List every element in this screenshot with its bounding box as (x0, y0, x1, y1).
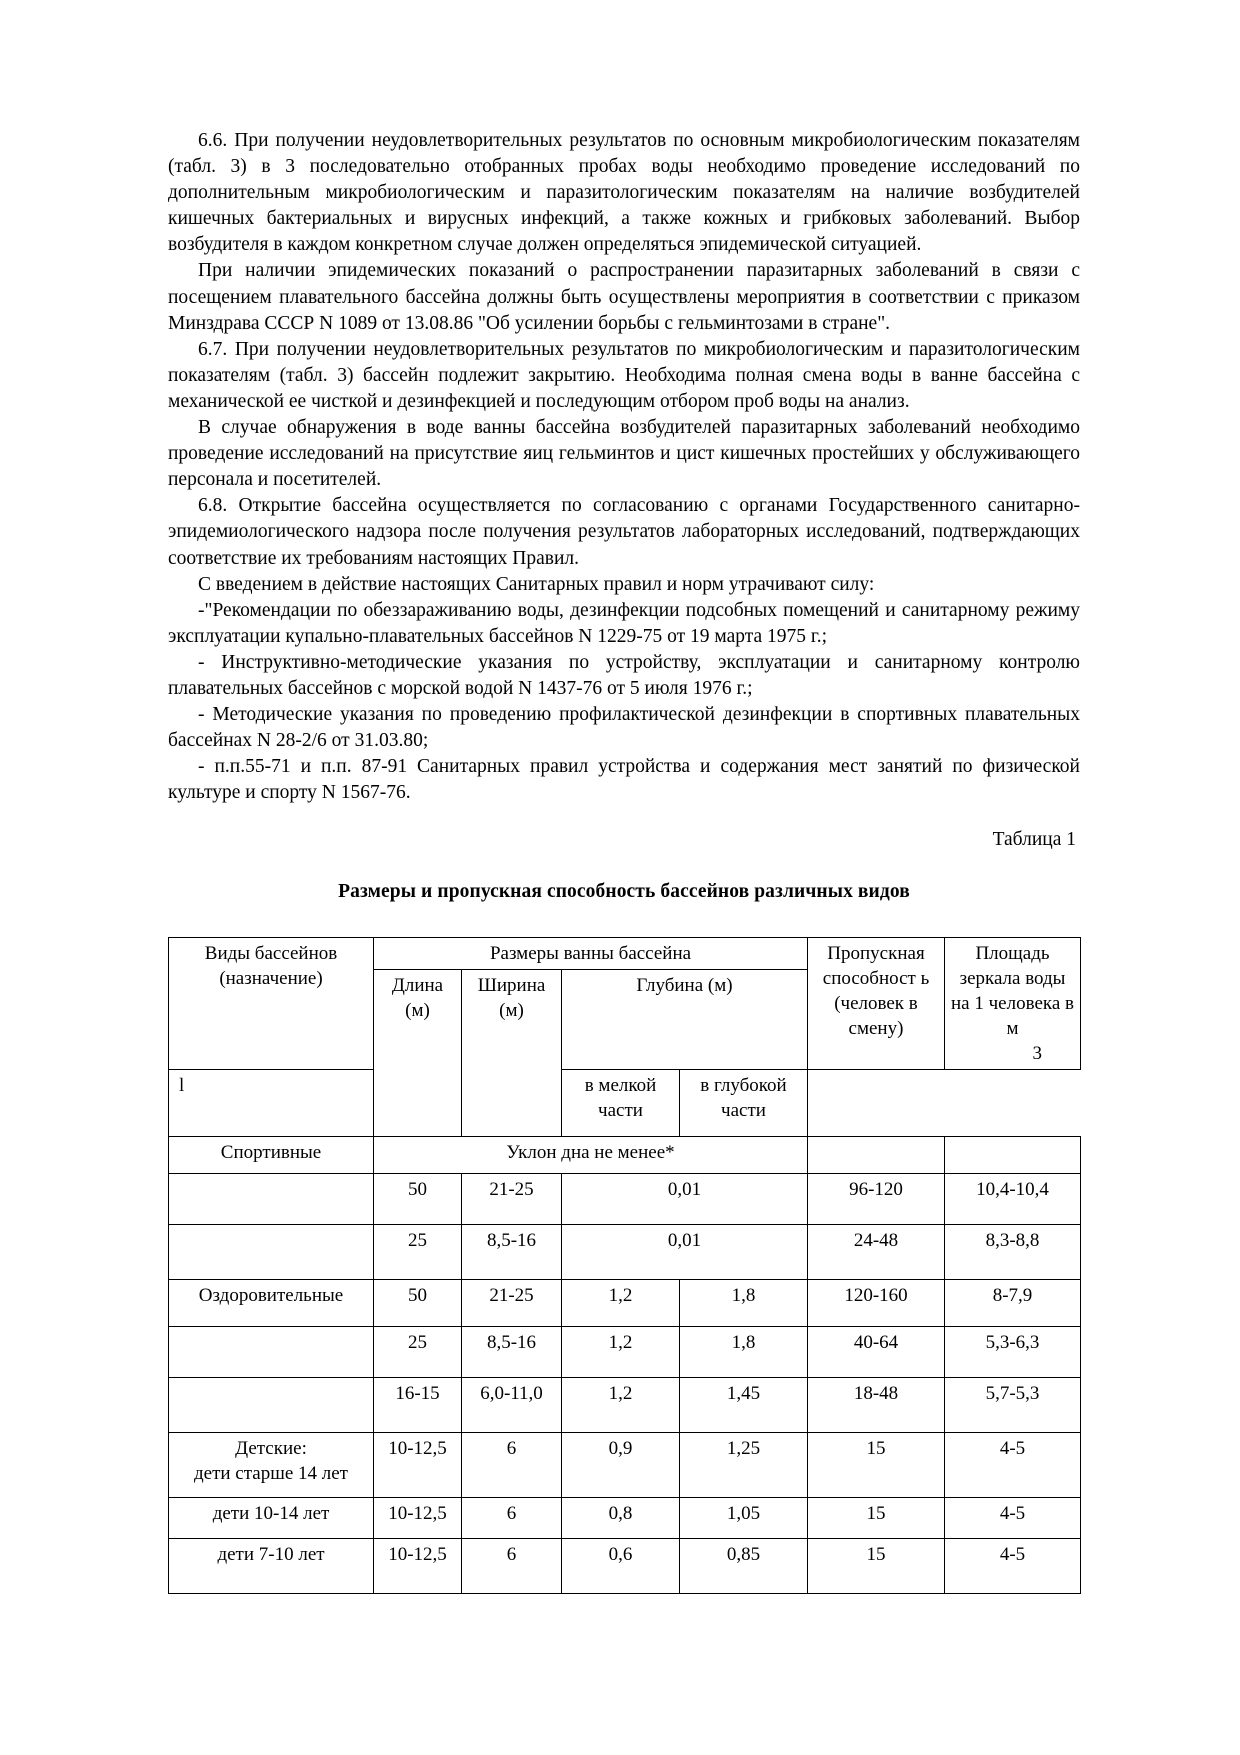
cell-depth-merged: 0,01 (562, 1225, 808, 1280)
table-row (169, 1378, 1081, 1433)
cell-length: 10-12,5 (374, 1498, 462, 1539)
cell-pool-type (169, 1225, 374, 1280)
cell-length: 16-15 (374, 1378, 462, 1433)
group-label-detskie (169, 1433, 374, 1498)
cell-area: 5,7-5,3 (945, 1378, 1081, 1433)
cell-capacity: 15 (808, 1539, 945, 1594)
paragraph-parasite-detection: В случае обнаружения в воде ванны бассейна возбудителей паразитарных заболеваний необходимо проведение исследований на присутствие яиц гельминтов и цист кишечных простейших у обслуживающего персонала и посетителей. (168, 417, 1080, 491)
cell-pool-type (169, 1174, 374, 1225)
header-cell-depth: Глубина (м) (562, 970, 808, 1070)
cell-depth-shallow: 0,9 (562, 1433, 680, 1498)
table-row (169, 1539, 1081, 1594)
header-cell-area (945, 938, 1081, 1070)
cell-length: 25 (374, 1225, 462, 1280)
document-body (168, 128, 1080, 806)
group-note-slope: Уклон дна не менее* (374, 1137, 808, 1174)
paragraph-repeal-item-2: - Инструктивно-методические указания по устройству, эксплуатации и санитарному контролю плавательных бассейнов с морской водой N 1437-76 от 5 июля 1976 г.; (168, 651, 1080, 699)
cell-depth-shallow: 1,2 (562, 1327, 680, 1378)
table-number-label: Таблица 1 (992, 829, 1076, 851)
cell-pool-type: дети старше 14 лет (193, 1463, 348, 1485)
cell-area: 8-7,9 (945, 1280, 1081, 1327)
cell-length: 50 (374, 1280, 462, 1327)
cell-depth-deep: 1,45 (680, 1378, 808, 1433)
cell-depth-deep: 0,85 (680, 1539, 808, 1594)
cell-width: 6 (462, 1498, 562, 1539)
header-cell-pool-types: Виды бассейнов (назначение) (169, 938, 374, 1070)
cell-pool-type (169, 1327, 374, 1378)
cell-area: 4-5 (945, 1539, 1081, 1594)
table-title: Размеры и пропускная способность бассейнов различных видов (338, 881, 910, 903)
table-header-row-depth-parts (169, 1070, 1081, 1137)
cell-capacity-empty (808, 1137, 945, 1174)
cell-length: 25 (374, 1327, 462, 1378)
cell-depth-shallow: 1,2 (562, 1378, 680, 1433)
header-cell-capacity: Пропускная способност ь (человек в смену) (808, 938, 945, 1070)
cell-capacity: 40-64 (808, 1327, 945, 1378)
paragraph-repeal-item-3: - Методические указания по проведению профилактической дезинфекции в спортивных плавательных бассейнах N 28-2/6 от 31.03.80; (168, 704, 1080, 752)
cell-width: 6 (462, 1539, 562, 1594)
cell-depth-shallow: 0,6 (562, 1539, 680, 1594)
header-cell-depth-deep: в глубокой части (680, 1070, 808, 1137)
cell-capacity: 120-160 (808, 1280, 945, 1327)
cell-depth-shallow: 1,2 (562, 1280, 680, 1327)
table-row (169, 1498, 1081, 1539)
cell-capacity: 15 (808, 1433, 945, 1498)
cell-area: 10,4-10,4 (945, 1174, 1081, 1225)
table-header-row-main (169, 938, 1081, 970)
table-row (169, 1280, 1081, 1327)
cell-width: 21-25 (462, 1280, 562, 1327)
header-cell-length: Длина (м) (374, 970, 462, 1137)
cell-depth-deep: 1,05 (680, 1498, 808, 1539)
cell-capacity: 96-120 (808, 1174, 945, 1225)
header-cell-width: Ширина (м) (462, 970, 562, 1137)
table-row (169, 1174, 1081, 1225)
paragraph-repeal-intro: С введением в действие настоящих Санитарных правил и норм утрачивают силу: (198, 573, 875, 595)
group-label-ozdorovitelnye: Оздоровительные (169, 1280, 374, 1327)
cell-area: 8,3-8,8 (945, 1225, 1081, 1280)
paragraph-6-7: 6.7. При получении неудовлетворительных результатов по микробиологическим и паразитологическим показателям (табл. 3) бассейн подлежит закрытию. Необходима полная смена воды в ванне бассейна с механической ее чисткой и дезинфекцией и последующим отбором проб воды на анализ. (168, 338, 1080, 412)
group-label-detskie-title: Детские: (235, 1438, 307, 1460)
header-cell-dimensions: Размеры ванны бассейна (374, 938, 808, 970)
header-area-text: Площадь зеркала воды на 1 человека в м (951, 943, 1074, 1040)
table-row (169, 1225, 1081, 1280)
pool-dimensions-table (168, 937, 1081, 1594)
cell-length: 50 (374, 1174, 462, 1225)
cell-area: 4-5 (945, 1433, 1081, 1498)
cell-width: 8,5-16 (462, 1327, 562, 1378)
cell-depth-deep: 1,8 (680, 1327, 808, 1378)
cell-width: 21-25 (462, 1174, 562, 1225)
table-row (169, 1327, 1081, 1378)
cell-length: 10-12,5 (374, 1539, 462, 1594)
header-cell-row-marker: l (169, 1070, 374, 1137)
paragraph-repeal-item-1: -"Рекомендации по обеззараживанию воды, дезинфекции подсобных помещений и санитарному режиму эксплуатации купально-плавательных бассейнов N 1229-75 от 19 марта 1975 г.; (168, 599, 1080, 647)
cell-capacity: 15 (808, 1498, 945, 1539)
cell-width: 8,5-16 (462, 1225, 562, 1280)
table-row (169, 1433, 1081, 1498)
cell-depth-deep: 1,8 (680, 1280, 808, 1327)
cell-pool-type (169, 1378, 374, 1433)
paragraph-6-8: 6.8. Открытие бассейна осуществляется по согласованию с органами Государственного санитарно-эпидемиологического надзора после получения результатов лабораторных исследований, подтверждающих соответствие их требованиям настоящих Правил. (168, 495, 1080, 569)
cell-length: 10-12,5 (374, 1433, 462, 1498)
cell-area-empty (945, 1137, 1081, 1174)
cell-capacity: 24-48 (808, 1225, 945, 1280)
cell-depth-merged: 0,01 (562, 1174, 808, 1225)
cell-area: 4-5 (945, 1498, 1081, 1539)
paragraph-repeal-item-4: - п.п.55-71 и п.п. 87-91 Санитарных правил устройства и содержания мест занятий по физической культуре и спорту N 1567-76. (168, 756, 1080, 804)
cell-width: 6,0-11,0 (462, 1378, 562, 1433)
group-label-sportivnye: Спортивные (169, 1137, 374, 1174)
cell-width: 6 (462, 1433, 562, 1498)
paragraph-6-6: 6.6. При получении неудовлетворительных результатов по основным микробиологическим показателям (табл. 3) в 3 последовательно отобранных пробах воды необходимо проведение исследований по дополнительным микробиологическим и паразитологическим показателям на наличие возбудителей кишечных бактериальных и вирусных инфекций, а также кожных и грибковых заболеваний. Выбор возбудителя в каждом конкретном случае должен определяться эпидемической ситуацией. (168, 130, 1080, 256)
header-area-exponent: 3 (1032, 1043, 1042, 1065)
cell-capacity: 18-48 (808, 1378, 945, 1433)
paragraph-epidemic-indications: При наличии эпидемических показаний о распространении паразитарных заболеваний в связи с посещением плавательного бассейна должны быть осуществлены мероприятия в соответствии с приказом Минздрава СССР N 1089 от 13.08.86 "Об усилении борьбы с гельминтозами в стране". (168, 260, 1080, 334)
cell-depth-shallow: 0,8 (562, 1498, 680, 1539)
header-cell-depth-shallow: в мелкой части (562, 1070, 680, 1137)
cell-area: 5,3-6,3 (945, 1327, 1081, 1378)
cell-pool-type: дети 10-14 лет (169, 1498, 374, 1539)
cell-pool-type: дети 7-10 лет (169, 1539, 374, 1594)
table-row (169, 1137, 1081, 1174)
cell-depth-deep: 1,25 (680, 1433, 808, 1498)
